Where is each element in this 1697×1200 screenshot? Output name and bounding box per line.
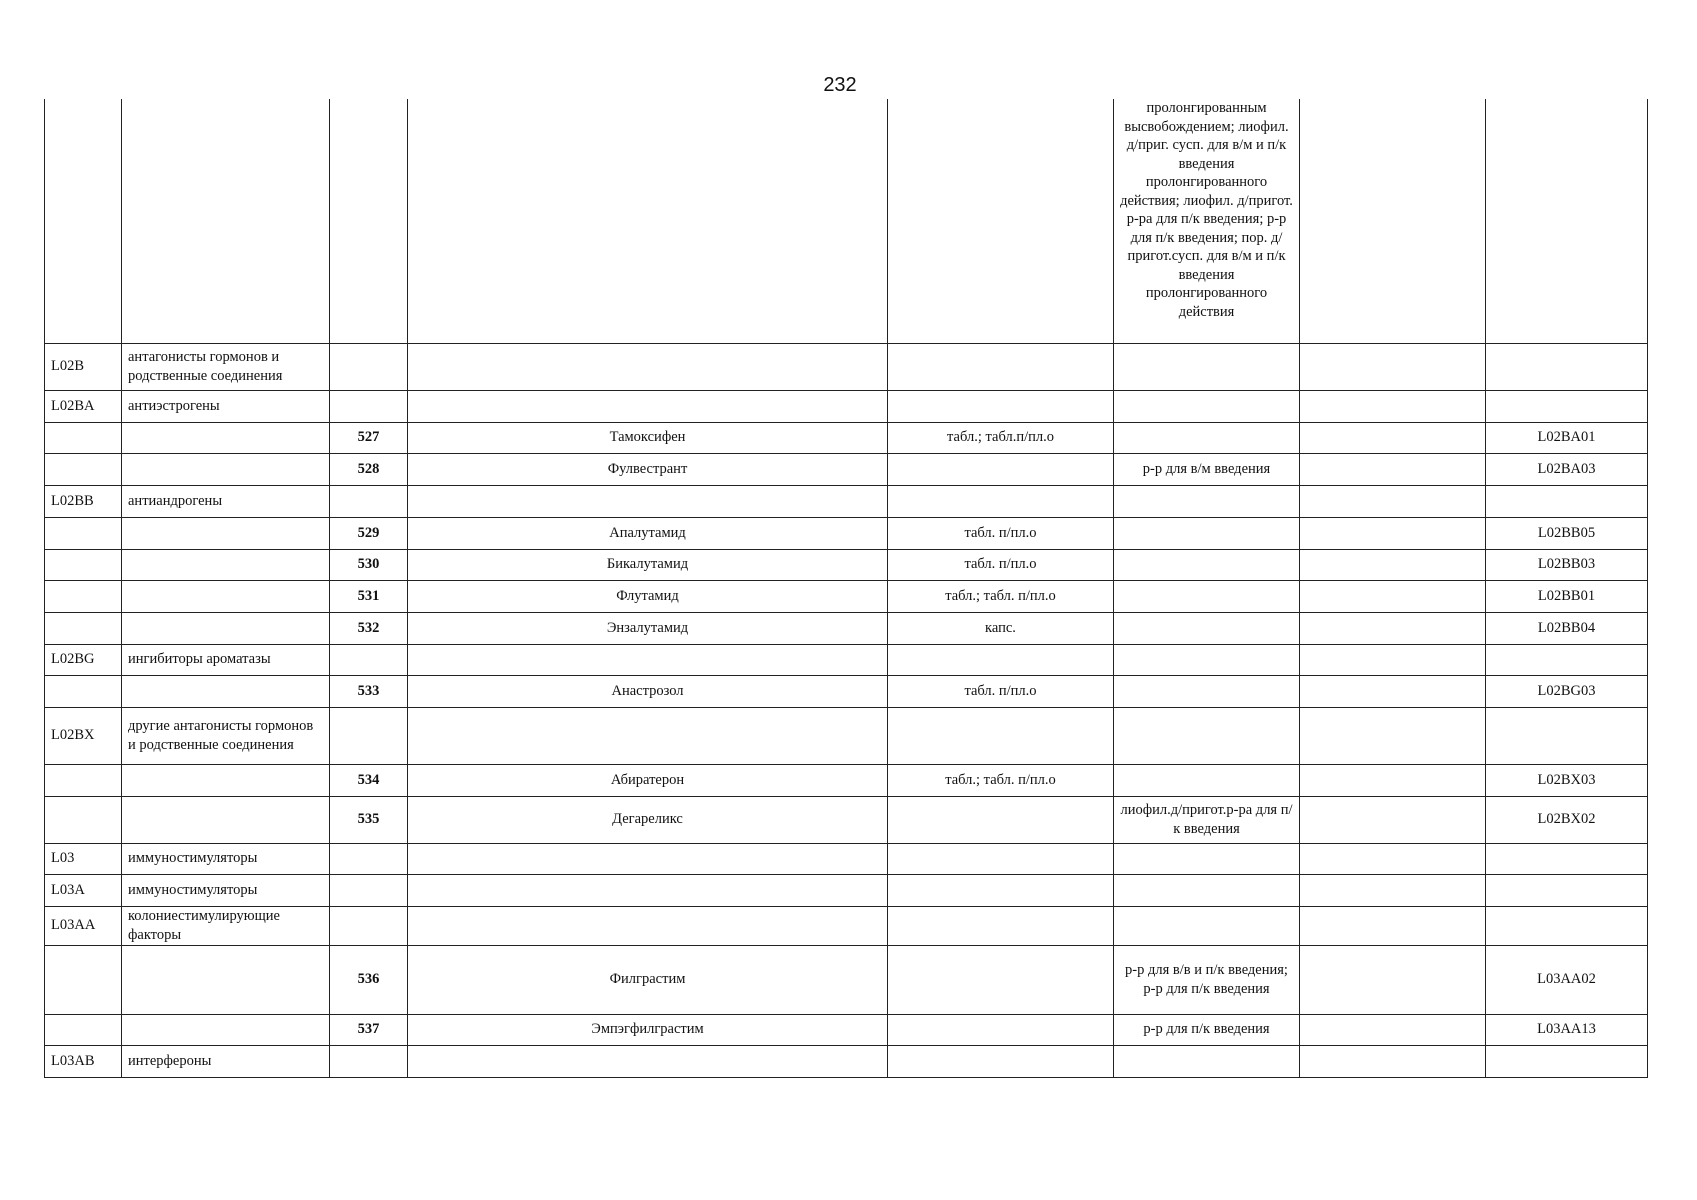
drug-name-cell [408,843,888,874]
table-row [45,675,1648,707]
code-cell [45,517,122,549]
group-cell: антиандрогены [122,485,330,517]
number-cell [330,874,408,906]
injection-form-cell [1114,422,1300,453]
extra-cell [1300,99,1486,343]
drug-name-cell [408,707,888,764]
dosage-form-cell [888,796,1114,843]
drug-name-cell [408,1045,888,1077]
dosage-form-cell: табл. п/пл.о [888,549,1114,580]
injection-form-cell [1114,675,1300,707]
table-row [45,843,1648,874]
injection-form-cell [1114,612,1300,644]
table-row [45,612,1648,644]
dosage-form-cell [888,945,1114,1014]
table-row [45,1045,1648,1077]
table-row [45,764,1648,796]
injection-form-cell [1114,843,1300,874]
number-cell: 528 [330,453,408,485]
extra-cell [1300,707,1486,764]
dosage-form-cell [888,874,1114,906]
drug-name-cell [408,99,888,343]
number-cell: 531 [330,580,408,612]
table-row [45,945,1648,1014]
number-cell: 532 [330,612,408,644]
extra-cell [1300,764,1486,796]
dosage-form-cell: капс. [888,612,1114,644]
code-cell: L03 [45,843,122,874]
atc-code-cell [1486,99,1648,343]
code-cell [45,945,122,1014]
extra-cell [1300,874,1486,906]
dosage-form-cell [888,343,1114,390]
code-cell: L03AA [45,906,122,945]
code-cell: L02BG [45,644,122,675]
atc-code-cell: L02BA03 [1486,453,1648,485]
drug-name-cell: Энзалутамид [408,612,888,644]
group-cell [122,945,330,1014]
injection-form-cell: пролонгированным высвобождением; лиофил. д/приг. сусп. для в/м и п/к введения пролонгированного действия; лиофил. д/пригот. р-ра для п/к введения; р-р для п/к введения; пор. д/пригот.сусп. для в/м и п/к введения пролонгированного действия [1114,99,1300,343]
code-cell [45,99,122,343]
atc-code-cell [1486,843,1648,874]
atc-code-cell [1486,644,1648,675]
group-cell [122,453,330,485]
dosage-form-cell [888,1045,1114,1077]
number-cell: 536 [330,945,408,1014]
dosage-form-cell: табл.; табл. п/пл.о [888,764,1114,796]
atc-code-cell: L02BB01 [1486,580,1648,612]
code-cell [45,796,122,843]
group-cell: колониестимулирующие факторы [122,906,330,945]
dosage-form-cell: табл. п/пл.о [888,517,1114,549]
table-row [45,580,1648,612]
group-cell: антиэстрогены [122,390,330,422]
number-cell: 527 [330,422,408,453]
number-cell: 534 [330,764,408,796]
code-cell: L03AB [45,1045,122,1077]
drug-name-cell: Филграстим [408,945,888,1014]
group-cell [122,1014,330,1045]
injection-form-cell [1114,343,1300,390]
code-cell: L02BX [45,707,122,764]
drug-name-cell: Дегареликс [408,796,888,843]
dosage-form-cell [888,644,1114,675]
code-cell: L03A [45,874,122,906]
injection-form-cell: р-р для в/в и п/к введения; р-р для п/к введения [1114,945,1300,1014]
group-cell: ингибиторы ароматазы [122,644,330,675]
drug-name-cell [408,906,888,945]
table-row [45,906,1648,945]
dosage-form-cell [888,1014,1114,1045]
number-cell: 537 [330,1014,408,1045]
drug-name-cell: Флутамид [408,580,888,612]
atc-code-cell [1486,485,1648,517]
table-row [45,796,1648,843]
table-row [45,644,1648,675]
group-cell [122,549,330,580]
drug-name-cell: Тамоксифен [408,422,888,453]
atc-code-cell [1486,906,1648,945]
extra-cell [1300,1014,1486,1045]
table-row [45,343,1648,390]
table-row [45,485,1648,517]
injection-form-cell: лиофил.д/пригот.р-ра для п/к введения [1114,796,1300,843]
atc-code-cell [1486,1045,1648,1077]
table-row [45,517,1648,549]
injection-form-cell [1114,874,1300,906]
code-cell [45,764,122,796]
table-row [45,549,1648,580]
table-row [45,390,1648,422]
extra-cell [1300,612,1486,644]
atc-code-cell [1486,707,1648,764]
dosage-form-cell [888,390,1114,422]
group-cell [122,580,330,612]
injection-form-cell [1114,906,1300,945]
dosage-form-cell [888,906,1114,945]
number-cell: 529 [330,517,408,549]
group-cell: антагонисты гормонов и родственные соединения [122,343,330,390]
extra-cell [1300,945,1486,1014]
group-cell [122,422,330,453]
dosage-form-cell: табл.; табл.п/пл.о [888,422,1114,453]
number-cell [330,1045,408,1077]
group-cell [122,99,330,343]
dosage-form-cell [888,707,1114,764]
code-cell [45,453,122,485]
extra-cell [1300,517,1486,549]
atc-code-cell: L02BX02 [1486,796,1648,843]
group-cell: другие антагонисты гормонов и родственные соединения [122,707,330,764]
code-cell [45,422,122,453]
injection-form-cell [1114,707,1300,764]
code-cell [45,580,122,612]
drug-list-table [44,99,1648,1078]
injection-form-cell [1114,1045,1300,1077]
number-cell [330,99,408,343]
page-number: 232 [823,74,857,96]
group-cell [122,764,330,796]
group-cell: интерфероны [122,1045,330,1077]
injection-form-cell [1114,580,1300,612]
extra-cell [1300,1045,1486,1077]
code-cell: L02BA [45,390,122,422]
group-cell [122,796,330,843]
drug-name-cell: Абиратерон [408,764,888,796]
code-cell: L02BB [45,485,122,517]
group-cell [122,612,330,644]
dosage-form-cell [888,485,1114,517]
atc-code-cell: L02BG03 [1486,675,1648,707]
extra-cell [1300,843,1486,874]
injection-form-cell [1114,644,1300,675]
extra-cell [1300,675,1486,707]
extra-cell [1300,906,1486,945]
atc-code-cell: L03AA02 [1486,945,1648,1014]
injection-form-cell [1114,517,1300,549]
drug-name-cell [408,390,888,422]
atc-code-cell [1486,390,1648,422]
injection-form-cell [1114,549,1300,580]
extra-cell [1300,422,1486,453]
extra-cell [1300,580,1486,612]
drug-name-cell: Анастрозол [408,675,888,707]
dosage-form-cell: табл. п/пл.о [888,675,1114,707]
table-row [45,874,1648,906]
group-cell: иммуностимуляторы [122,843,330,874]
dosage-form-cell: табл.; табл. п/пл.о [888,580,1114,612]
injection-form-cell: р-р для в/м введения [1114,453,1300,485]
dosage-form-cell [888,453,1114,485]
number-cell [330,485,408,517]
drug-name-cell: Фулвестрант [408,453,888,485]
extra-cell [1300,485,1486,517]
extra-cell [1300,644,1486,675]
atc-code-cell: L02BX03 [1486,764,1648,796]
drug-name-cell: Эмпэгфилграстим [408,1014,888,1045]
injection-form-cell [1114,764,1300,796]
number-cell [330,906,408,945]
extra-cell [1300,390,1486,422]
extra-cell [1300,549,1486,580]
injection-form-cell [1114,390,1300,422]
code-cell [45,612,122,644]
code-cell [45,675,122,707]
table-row [45,453,1648,485]
drug-name-cell [408,644,888,675]
injection-form-cell [1114,485,1300,517]
number-cell [330,644,408,675]
drug-name-cell [408,343,888,390]
atc-code-cell: L02BB03 [1486,549,1648,580]
group-cell: иммуностимуляторы [122,874,330,906]
drug-name-cell [408,485,888,517]
number-cell [330,343,408,390]
group-cell [122,675,330,707]
table-row [45,1014,1648,1045]
number-cell: 530 [330,549,408,580]
group-cell [122,517,330,549]
atc-code-cell: L02BB04 [1486,612,1648,644]
extra-cell [1300,453,1486,485]
atc-code-cell: L02BA01 [1486,422,1648,453]
atc-code-cell [1486,343,1648,390]
table-row [45,422,1648,453]
code-cell: L02B [45,343,122,390]
drug-name-cell: Апалутамид [408,517,888,549]
extra-cell [1300,796,1486,843]
atc-code-cell: L03AA13 [1486,1014,1648,1045]
number-cell [330,390,408,422]
code-cell [45,1014,122,1045]
table-row [45,707,1648,764]
number-cell [330,843,408,874]
extra-cell [1300,343,1486,390]
injection-form-cell: р-р для п/к введения [1114,1014,1300,1045]
number-cell: 533 [330,675,408,707]
atc-code-cell [1486,874,1648,906]
dosage-form-cell [888,99,1114,343]
dosage-form-cell [888,843,1114,874]
drug-name-cell [408,874,888,906]
drug-name-cell: Бикалутамид [408,549,888,580]
number-cell [330,707,408,764]
atc-code-cell: L02BB05 [1486,517,1648,549]
number-cell: 535 [330,796,408,843]
code-cell [45,549,122,580]
table-row [45,99,1648,343]
